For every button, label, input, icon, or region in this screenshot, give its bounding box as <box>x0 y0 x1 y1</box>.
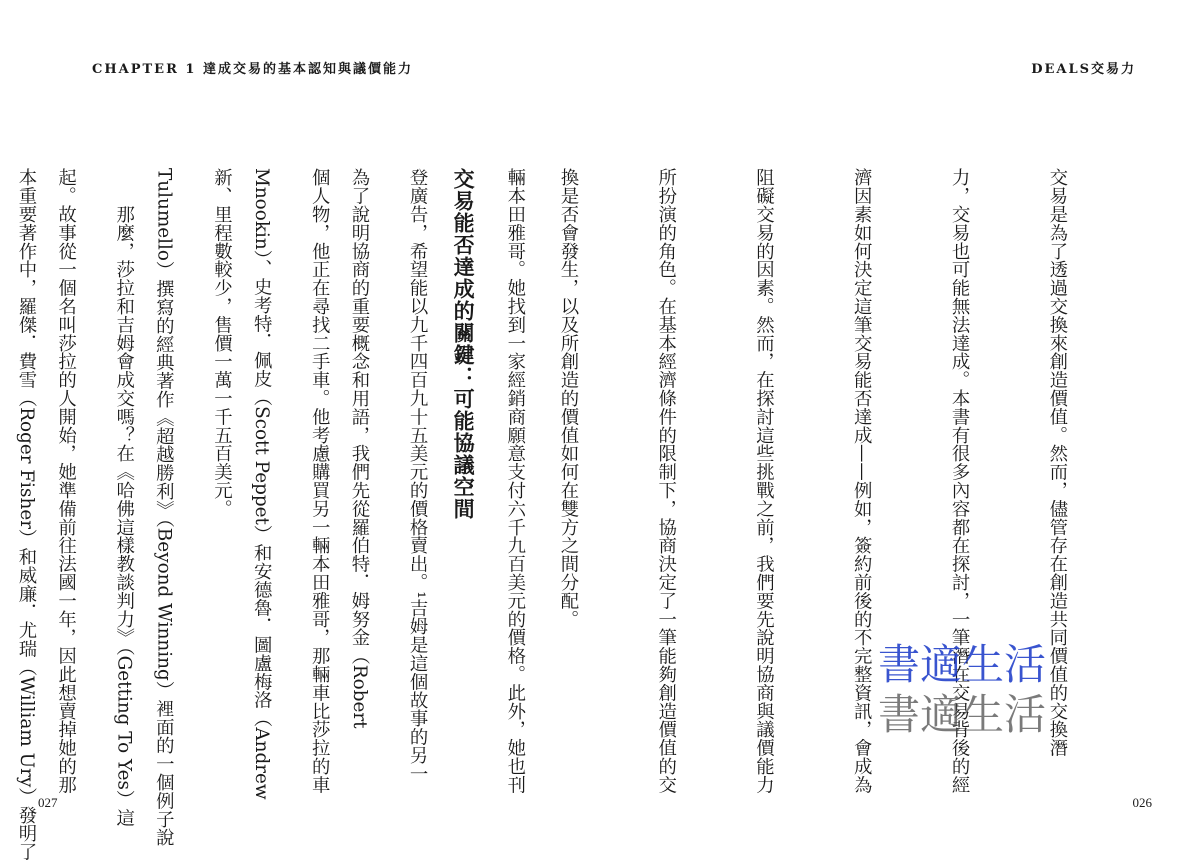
page-number-right: 026 <box>1132 795 1152 810</box>
running-head-book-title: DEALS交易力 <box>1031 62 1136 77</box>
paragraph-line: Tulumello）撰寫的經典著作《超越勝利》（Beyond Winning）裡面的一個例子說 <box>153 168 175 847</box>
paragraph-line: 所扮演的角色。在基本經濟條件的限制下，協商決定了一筆能夠創造價值的交 <box>655 168 677 794</box>
paragraph-line: 阻礙交易的因素。然而，在探討這些挑戰之前，我們要先說明協商與議價能力 <box>753 168 775 794</box>
page-number-left: 027 <box>38 795 58 810</box>
watermark-text: 書適生活 <box>878 640 1047 689</box>
paragraph-line: 本重要著作中，羅傑．費雪（Roger Fisher）和威廉．尤瑞（William Ury）發明了 <box>15 168 37 861</box>
paragraph-line: 力，交易也可能無法達成。本書有很多內容都在探討，一筆潛在交易背後的經 <box>949 168 971 794</box>
watermark-text-shadow: 書適生活 <box>878 690 1047 739</box>
paragraph-line: 新、里程數較少，售價一萬一千五百美元。 <box>211 168 233 518</box>
paragraph-line: 登廣告，希望能以九千四百九十五美元的價格賣出。¹吉姆是這個故事的另一 <box>407 168 429 783</box>
paragraph-line: Mnookin）、史考特．佩皮（Scott Peppet）和安德魯．圖盧梅洛（Andrew <box>251 168 273 800</box>
running-head-chapter: CHAPTER 1 達成交易的基本認知與議價能力 <box>92 62 413 77</box>
paragraph-line: 為了說明協商的重要概念和用語，我們先從羅伯特．姆努金（Robert <box>348 168 370 729</box>
paragraph-line: 起。故事從一個名叫莎拉的人開始，她準備前往法國一年，因此想賣掉她的那 <box>55 168 77 794</box>
watermark-logo <box>878 640 1046 740</box>
paragraph-line: 那麼，莎拉和吉姆會成交嗎？在《哈佛這樣教談判力》（Getting To Yes）這 <box>113 168 135 827</box>
paragraph-line: 換是否會發生，以及所創造的價值如何在雙方之間分配。 <box>557 168 579 628</box>
paragraph-line: 交易是為了透過交換來創造價值。然而，儘管存在創造共同價值的交換潛 <box>1046 168 1068 757</box>
paragraph-line: 濟因素如何決定這筆交易能否達成——例如，簽約前後的不完整資訊，會成為 <box>851 168 873 794</box>
paragraph-line: 個人物，他正在尋找二手車。他考慮購買另一輛本田雅哥，那輛車比莎拉的車 <box>309 168 331 794</box>
paragraph-line: 輛本田雅哥。她找到一家經銷商願意支付六千九百美元的價格。此外，她也刊 <box>504 168 526 794</box>
section-heading: 交易能否達成的關鍵：可能協議空間 <box>451 168 477 520</box>
